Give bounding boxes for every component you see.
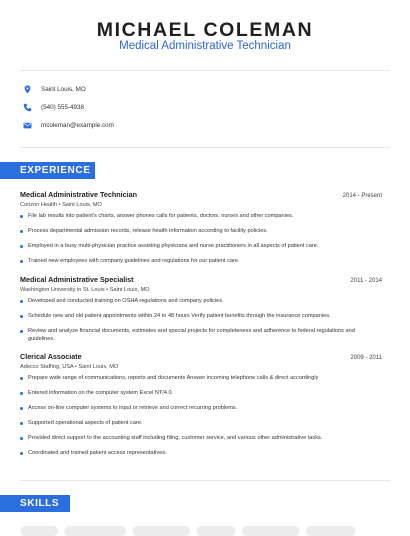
bullet-item: Review and analyze financial documents, estimates and special projects for completeness and adherence to federal regulations and guidelines.	[20, 328, 382, 343]
experience-divider	[20, 480, 390, 481]
experience-header: EXPERIENCE	[0, 162, 95, 179]
bullet-item: Coordinated and trained patient access representatives.	[20, 450, 382, 458]
job-dates: 2014 - Present	[342, 193, 382, 199]
job-company: Washington University in St. Louis • Saint Louis, MO	[20, 287, 150, 293]
contact-phone[interactable]	[23, 101, 84, 113]
job-company: Adecco Staffing, USA • Saint Louis, MO	[20, 364, 119, 370]
job-title: Medical Administrative Specialist	[20, 275, 134, 284]
contact-phone-text: (540) 555-4938	[41, 103, 85, 111]
skill-pill	[242, 526, 300, 536]
job-dates: 2009 - 2011	[350, 355, 382, 361]
contact-location-text: Saint Louis, MO	[41, 85, 86, 93]
resume-name: MICHAEL COLEMAN	[96, 19, 314, 41]
mail-icon	[23, 121, 32, 130]
bullet-item: Employed in a busy multi-physician practice assisting physicians and nurse practitioners in all aspects of patient care.	[20, 243, 382, 251]
skill-pill	[196, 526, 236, 536]
job-bullets	[20, 298, 382, 343]
job-dates: 2011 - 2014	[350, 278, 382, 284]
header-divider	[20, 70, 390, 71]
bullet-item: Prepare wide range of communications, reports and documents Answer incoming telephone calls & direct accordingly	[20, 375, 382, 383]
bullet-item: Access on-line computer systems to input or retrieve and correct recurring problems.	[20, 405, 382, 413]
bullet-item: File lab results into patient's charts, answer phones calls for patients, doctors, nurses and other companies.	[20, 213, 382, 221]
job-entry	[20, 190, 382, 273]
skill-pill	[64, 526, 126, 536]
bullet-item: Process departmental admission records, release health information according to facility policies.	[20, 228, 382, 236]
skill-pill	[20, 526, 58, 536]
contact-email-text: mcoleman@example.com	[41, 121, 114, 129]
skill-pill	[306, 526, 356, 536]
phone-icon	[23, 103, 32, 112]
skill-pill	[132, 526, 190, 536]
skills-header: SKILLS	[0, 495, 70, 512]
bullet-item: Provided direct support to the accounting staff including filing, customer service, and various other administrative tasks.	[20, 435, 382, 443]
resume-title: Medical Administrative Technician	[119, 40, 291, 52]
job-title: Medical Administrative Technician	[20, 190, 138, 199]
job-company: Corizon Health • Saint Louis, MO	[20, 202, 102, 208]
job-entry	[20, 352, 382, 465]
contact-divider	[20, 147, 390, 148]
job-title: Clerical Associate	[20, 352, 82, 361]
job-bullets	[20, 375, 382, 458]
location-pin-icon	[23, 85, 32, 94]
job-bullets	[20, 213, 382, 266]
skills-list	[20, 526, 362, 536]
contact-location	[23, 83, 86, 95]
contact-email[interactable]	[23, 119, 114, 131]
bullet-item: Supported operational aspects of patient care.	[20, 420, 382, 428]
job-entry	[20, 275, 382, 351]
bullet-item: Developed and conducted training on OSHA regulations and company policies.	[20, 298, 382, 306]
bullet-item: Trained new employees with company guidelines and regulations for our patient care.	[20, 258, 382, 266]
bullet-item: Entered information on the computer system Excel NT/4.0.	[20, 390, 382, 398]
bullet-item: Schedule new and old patient appointments within 24 to 48 hours Verify patient benefits through the insurance companies.	[20, 313, 382, 321]
